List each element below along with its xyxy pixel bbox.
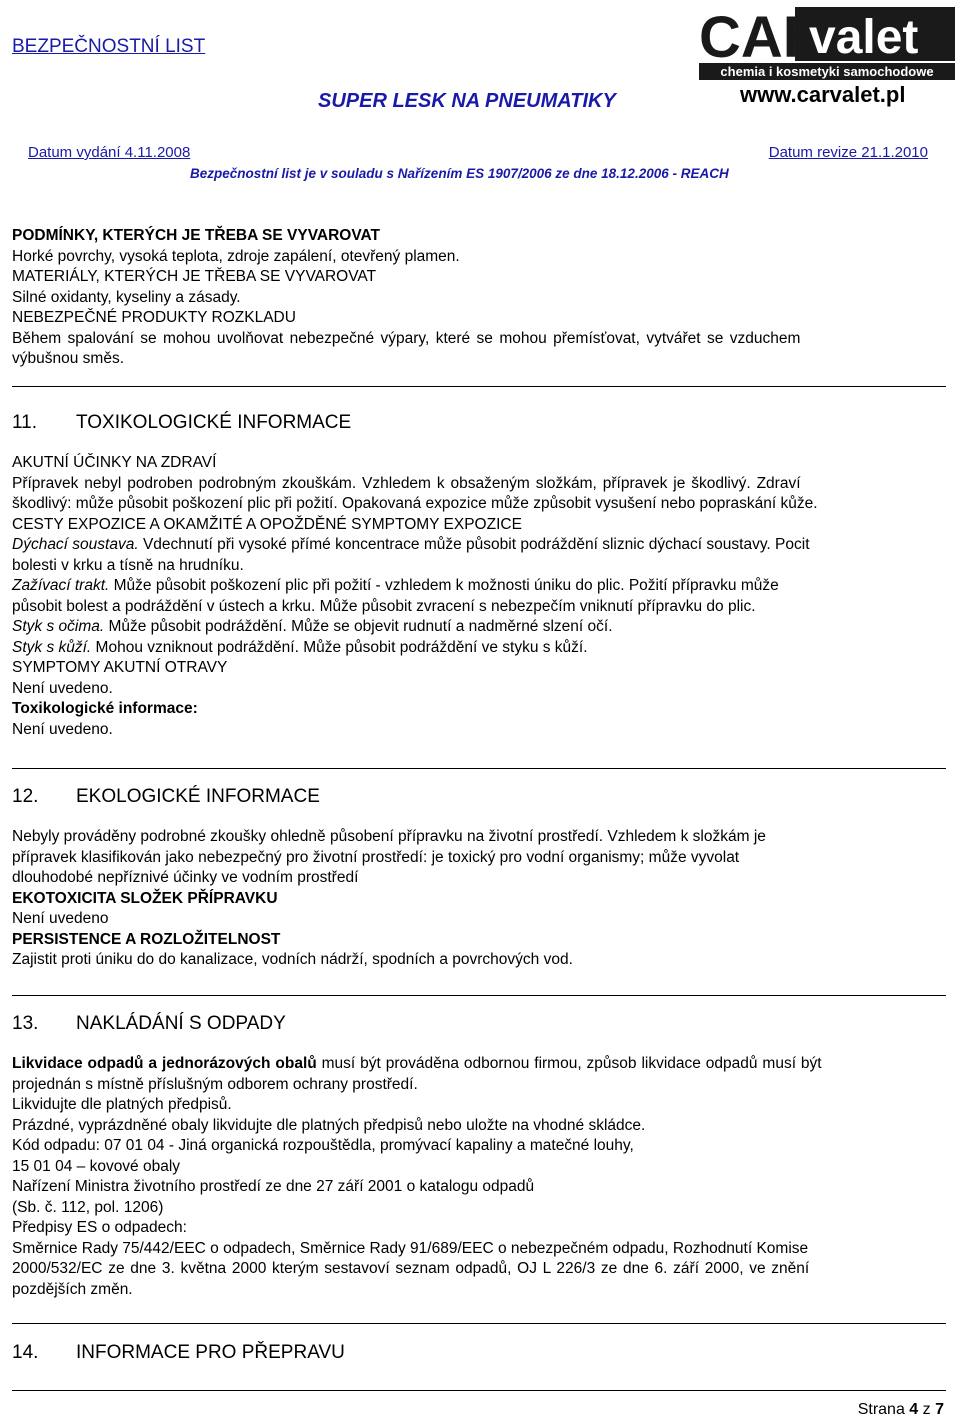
text-conditions-avoid: Horké povrchy, vysoká teplota, zdroje zapálení, otevřený plamen.	[12, 247, 460, 265]
disposal-line-2: projednán s místně příslušným odborem ochrany prostředí.	[12, 1075, 418, 1093]
section-12-heading	[12, 786, 320, 808]
respiratory-label: Dýchací soustava.	[12, 536, 139, 553]
ec-directives-1: Směrnice Rady 75/442/EEC o odpadech, Směrnice Rady 91/689/EEC o nebezpečném odpadu, Rozhodnutí Komise	[12, 1239, 809, 1257]
eye-label: Styk s očima.	[12, 618, 105, 635]
ecotoxicity-text: Není uvedeno	[12, 910, 109, 927]
logo-car-text: CAR	[699, 5, 825, 70]
heading-materials-avoid: MATERIÁLY, KTERÝCH JE TŘEBA SE VYVAROVAT	[12, 268, 377, 285]
respiratory-text: Vdechnutí při vysoké přímé koncentrace může působit podráždění sliznic dýchací soustavy. Pocit	[138, 536, 810, 553]
section-12-body	[12, 827, 942, 971]
acute-text-1: Přípravek nebyl podroben podrobným zkouškám. Vzhledem k obsaženým složkám, přípravek je škodlivý. Zdraví	[12, 474, 801, 492]
heading-conditions-avoid: PODMÍNKY, KTERÝCH JE TŘEBA SE VYVAROVAT	[12, 227, 381, 244]
disposal-line-1	[12, 1054, 942, 1075]
regulation-note: Bezpečnostní list je v souladu s Nařízením ES 1907/2006 ze dne 18.12.2006 - REACH	[190, 166, 729, 181]
page-mid: z	[918, 1401, 936, 1418]
carvalet-logo	[697, 5, 955, 81]
eco-text-3: dlouhodobé nepříznivé účinky ve vodním prostředí	[12, 869, 359, 886]
section-number: 13.	[12, 1013, 39, 1034]
heading-persistence: PERSISTENCE A ROZLOŽITELNOST	[12, 930, 281, 948]
skin-line	[12, 638, 942, 659]
divider	[12, 1390, 946, 1391]
section-10-continued	[12, 226, 942, 370]
acute-text-2: škodlivý: může působit poškození plic při požití. Opakovaná expozice může způsobit vysušení nebo popraskání kůže.	[12, 495, 818, 512]
divider	[12, 995, 946, 996]
ec-waste-heading: Předpisy ES o odpadech:	[12, 1219, 187, 1236]
page-prefix: Strana	[857, 1401, 910, 1418]
disposal-lead: Likvidace odpadů a jednorázových obalů	[12, 1055, 317, 1072]
digestive-line	[12, 576, 942, 597]
symptoms-text: Není uvedeno.	[12, 679, 113, 697]
issue-date: Datum vydání 4.11.2008	[28, 144, 191, 161]
section-11-body	[12, 453, 942, 740]
section-title: INFORMACE PRO PŘEPRAVU	[76, 1342, 345, 1363]
skin-text: Mohou vzniknout podráždění. Může působit podráždění ve styku s kůží.	[91, 638, 588, 656]
section-number: 11.	[12, 412, 38, 433]
section-title: EKOLOGICKÉ INFORMACE	[76, 786, 320, 807]
digestive-text-2: působit bolest a podráždění v ústech a krku. Může působit zvracení s nebezpečím vniknutí přípravku do plic.	[12, 597, 756, 615]
waste-code-packaging: 15 01 04 – kovové obaly	[12, 1157, 181, 1175]
digestive-text: Může působit poškození plic při požití - vzhledem k možnosti úniku do plic. Požití přípravku může	[109, 577, 779, 594]
ec-directives-3: pozdějších změn.	[12, 1280, 133, 1298]
eye-text: Může působit podráždění. Může se objevit rudnutí a nadměrné slzení očí.	[104, 618, 613, 635]
respiratory-line	[12, 535, 942, 556]
section-title: TOXIKOLOGICKÉ INFORMACE	[76, 412, 352, 433]
divider	[12, 386, 946, 387]
current-page: 4	[909, 1401, 919, 1418]
text-materials-avoid: Silné oxidanty, kyseliny a zásady.	[12, 288, 241, 306]
persistence-text: Zajistit proti úniku do do kanalizace, vodních nádrží, spodních a povrchových vod.	[12, 951, 573, 968]
section-13-body	[12, 1054, 942, 1300]
section-title: NAKLÁDÁNÍ S ODPADY	[76, 1013, 286, 1034]
document-title: BEZPEČNOSTNÍ LIST	[12, 36, 206, 57]
text-decomposition-2: výbušnou směs.	[12, 350, 124, 367]
text-decomposition-1: Během spalování se mohou uvolňovat nebezpečné výpary, které se mohou přemísťovat, vytvářet se vzduchem	[12, 329, 801, 347]
revision-date: Datum revize 21.1.2010	[768, 144, 928, 161]
disposal-line-4: Prázdné, vyprázdněné obaly likvidujte dle platných předpisů nebo uložte na vhodné skládce.	[12, 1116, 646, 1134]
product-name: SUPER LESK NA PNEUMATIKY	[318, 90, 616, 112]
page-number	[858, 1401, 944, 1419]
regulation-line: Nařízení Ministra životního prostředí ze dne 27 září 2001 o katalogu odpadů	[12, 1178, 535, 1195]
digestive-label: Zažívací trakt.	[12, 577, 110, 594]
divider	[12, 768, 946, 769]
heading-acute-effects: AKUTNÍ ÚČINKY NA ZDRAVÍ	[12, 454, 217, 471]
heading-acute-symptoms: SYMPTOMY AKUTNÍ OTRAVY	[12, 659, 228, 676]
heading-decomposition: NEBEZPEČNÉ PRODUKTY ROZKLADU	[12, 309, 296, 326]
section-14-heading	[12, 1342, 345, 1364]
disposal-line-3: Likvidujte dle platných předpisů.	[12, 1096, 232, 1113]
ec-directives-2: 2000/532/EC ze dne 3. května 2000 kterým sestavoví seznam odpadů, OJ L 226/3 ze dne 6. září 2000, ve znění	[12, 1260, 810, 1277]
tox-text: Není uvedeno.	[12, 720, 113, 738]
eye-line	[12, 617, 942, 638]
eco-text-2: přípravek klasifikován jako nebezpečný pro životní prostředí: je toxický pro vodní organismy; může vyvolat	[12, 848, 740, 866]
logo-valet-text: valet	[809, 11, 919, 64]
section-number: 12.	[12, 786, 39, 807]
heading-tox-info: Toxikologické informace:	[12, 700, 198, 717]
logo-tagline: chemia i kosmetyki samochodowe	[720, 64, 934, 79]
heading-ecotoxicity: EKOTOXICITA SLOŽEK PŘÍPRAVKU	[12, 889, 278, 907]
total-pages: 7	[935, 1401, 944, 1418]
skin-label: Styk s kůží.	[12, 638, 92, 656]
logo-url: www.carvalet.pl	[740, 82, 906, 107]
section-13-heading	[12, 1013, 286, 1035]
section-number: 14.	[12, 1342, 39, 1363]
regulation-ref: (Sb. č. 112, pol. 1206)	[12, 1198, 164, 1216]
waste-code-line: Kód odpadu: 07 01 04 - Jiná organická rozpouštědla, promývací kapaliny a matečné louhy,	[12, 1137, 634, 1154]
divider	[12, 1323, 946, 1324]
section-11-heading	[12, 412, 351, 434]
respiratory-text-2: bolesti v krku a tísně na hrudníku.	[12, 556, 244, 574]
eco-text-1: Nebyly prováděny podrobné zkoušky ohledně působení přípravku na životní prostředí. Vzhledem k složkám je	[12, 828, 766, 845]
heading-exposure-routes: CESTY EXPOZICE A OKAMŽITÉ A OPOŽDĚNÉ SYMPTOMY EXPOZICE	[12, 515, 522, 533]
disposal-rest: musí být prováděna odbornou firmou, způsob likvidace odpadů musí být	[316, 1055, 822, 1072]
